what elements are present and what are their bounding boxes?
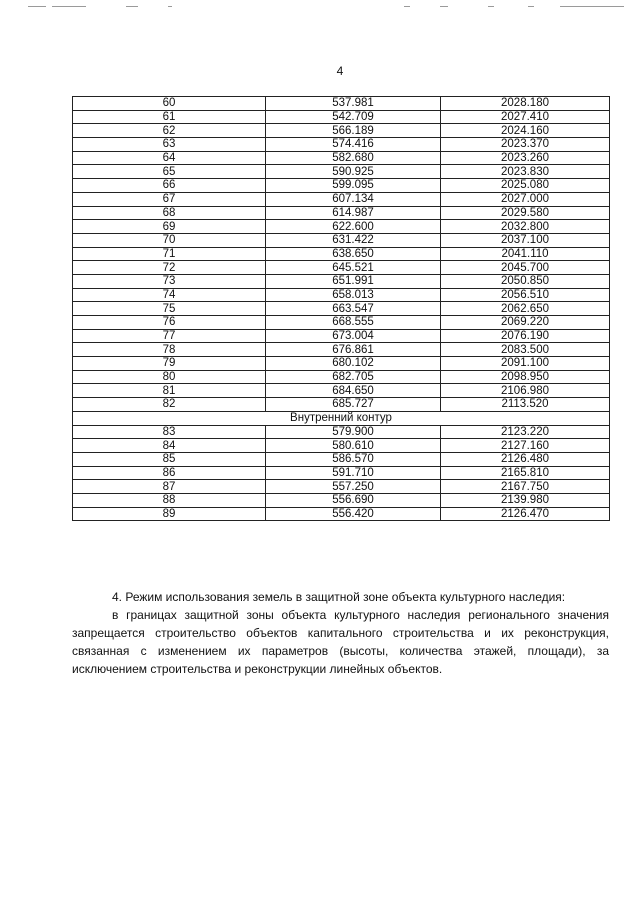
point-number-cell: 82 [73,398,266,412]
point-number-cell: 89 [73,507,266,521]
y-coordinate-cell: 2167.750 [441,480,610,494]
point-number-cell: 75 [73,302,266,316]
y-coordinate-cell: 2165.810 [441,466,610,480]
table-row [73,357,610,371]
table-row [73,206,610,220]
table-row [73,165,610,179]
y-coordinate-cell: 2098.950 [441,370,610,384]
x-coordinate-cell: 566.189 [266,124,441,138]
point-number-cell: 86 [73,466,266,480]
x-coordinate-cell: 586.570 [266,452,441,466]
point-number-cell: 85 [73,452,266,466]
y-coordinate-cell: 2083.500 [441,343,610,357]
table-row [73,179,610,193]
table-body-outer-contour [73,97,610,412]
x-coordinate-cell: 590.925 [266,165,441,179]
table-row [73,425,610,439]
table-row [73,97,610,111]
regulation-text [72,588,609,678]
table-row [73,343,610,357]
y-coordinate-cell: 2050.850 [441,274,610,288]
x-coordinate-cell: 579.900 [266,425,441,439]
point-number-cell: 69 [73,220,266,234]
scan-edge-marks [0,6,640,12]
paragraph-body: в границах защитной зоны объекта культурного наследия регионального значения запрещается строительство объектов капитального строительства и их реконструкция, связанная с изменением их параметров (высоты, количества этажей, площади), за исключением строительства и реконструкции линейных объектов. [72,608,609,676]
point-number-cell: 63 [73,138,266,152]
table-row [73,316,610,330]
point-number-cell: 76 [73,316,266,330]
table-row [73,233,610,247]
y-coordinate-cell: 2041.110 [441,247,610,261]
table-row [73,274,610,288]
x-coordinate-cell: 599.095 [266,179,441,193]
point-number-cell: 70 [73,233,266,247]
y-coordinate-cell: 2037.100 [441,233,610,247]
y-coordinate-cell: 2126.470 [441,507,610,521]
y-coordinate-cell: 2023.830 [441,165,610,179]
x-coordinate-cell: 631.422 [266,233,441,247]
y-coordinate-cell: 2027.410 [441,110,610,124]
x-coordinate-cell: 622.600 [266,220,441,234]
section-row [73,411,610,425]
x-coordinate-cell: 684.650 [266,384,441,398]
point-number-cell: 79 [73,357,266,371]
x-coordinate-cell: 685.727 [266,398,441,412]
x-coordinate-cell: 645.521 [266,261,441,275]
y-coordinate-cell: 2023.370 [441,138,610,152]
point-number-cell: 74 [73,288,266,302]
x-coordinate-cell: 663.547 [266,302,441,316]
table-row [73,247,610,261]
table-row [73,507,610,521]
x-coordinate-cell: 574.416 [266,138,441,152]
table-row [73,151,610,165]
paragraph-heading: 4. Режим использования земель в защитной зоне объекта культурного наследия: [112,590,566,604]
y-coordinate-cell: 2091.100 [441,357,610,371]
table-row [73,329,610,343]
point-number-cell: 83 [73,425,266,439]
point-number-cell: 72 [73,261,266,275]
x-coordinate-cell: 668.555 [266,316,441,330]
point-number-cell: 84 [73,439,266,453]
x-coordinate-cell: 556.690 [266,493,441,507]
y-coordinate-cell: 2069.220 [441,316,610,330]
y-coordinate-cell: 2056.510 [441,288,610,302]
table-row [73,302,610,316]
x-coordinate-cell: 651.991 [266,274,441,288]
x-coordinate-cell: 591.710 [266,466,441,480]
x-coordinate-cell: 582.680 [266,151,441,165]
point-number-cell: 81 [73,384,266,398]
point-number-cell: 61 [73,110,266,124]
x-coordinate-cell: 580.610 [266,439,441,453]
point-number-cell: 78 [73,343,266,357]
table-row [73,288,610,302]
y-coordinate-cell: 2127.160 [441,439,610,453]
x-coordinate-cell: 673.004 [266,329,441,343]
y-coordinate-cell: 2106.980 [441,384,610,398]
x-coordinate-cell: 556.420 [266,507,441,521]
y-coordinate-cell: 2029.580 [441,206,610,220]
y-coordinate-cell: 2126.480 [441,452,610,466]
table-row [73,261,610,275]
table-row [73,384,610,398]
y-coordinate-cell: 2113.520 [441,398,610,412]
table-row [73,192,610,206]
point-number-cell: 87 [73,480,266,494]
point-number-cell: 77 [73,329,266,343]
table-row [73,124,610,138]
table-row [73,220,610,234]
table-row [73,493,610,507]
table-row [73,480,610,494]
point-number-cell: 73 [73,274,266,288]
coordinates-table [72,96,610,521]
point-number-cell: 88 [73,493,266,507]
y-coordinate-cell: 2062.650 [441,302,610,316]
y-coordinate-cell: 2045.700 [441,261,610,275]
y-coordinate-cell: 2139.980 [441,493,610,507]
table-body-inner-contour [73,425,610,521]
x-coordinate-cell: 614.987 [266,206,441,220]
x-coordinate-cell: 557.250 [266,480,441,494]
x-coordinate-cell: 676.861 [266,343,441,357]
page-number: 4 [336,64,344,78]
x-coordinate-cell: 680.102 [266,357,441,371]
section-label-inner-contour: Внутренний контур [73,411,610,425]
y-coordinate-cell: 2025.080 [441,179,610,193]
x-coordinate-cell: 537.981 [266,97,441,111]
point-number-cell: 71 [73,247,266,261]
table-row [73,466,610,480]
table-row [73,138,610,152]
point-number-cell: 62 [73,124,266,138]
y-coordinate-cell: 2076.190 [441,329,610,343]
point-number-cell: 68 [73,206,266,220]
y-coordinate-cell: 2123.220 [441,425,610,439]
table-row [73,452,610,466]
x-coordinate-cell: 607.134 [266,192,441,206]
y-coordinate-cell: 2024.160 [441,124,610,138]
y-coordinate-cell: 2027.000 [441,192,610,206]
table-row [73,110,610,124]
y-coordinate-cell: 2032.800 [441,220,610,234]
x-coordinate-cell: 542.709 [266,110,441,124]
point-number-cell: 67 [73,192,266,206]
x-coordinate-cell: 658.013 [266,288,441,302]
table-row [73,398,610,412]
point-number-cell: 65 [73,165,266,179]
point-number-cell: 60 [73,97,266,111]
point-number-cell: 64 [73,151,266,165]
x-coordinate-cell: 638.650 [266,247,441,261]
table-row [73,370,610,384]
x-coordinate-cell: 682.705 [266,370,441,384]
table-row [73,439,610,453]
y-coordinate-cell: 2023.260 [441,151,610,165]
point-number-cell: 80 [73,370,266,384]
y-coordinate-cell: 2028.180 [441,97,610,111]
point-number-cell: 66 [73,179,266,193]
